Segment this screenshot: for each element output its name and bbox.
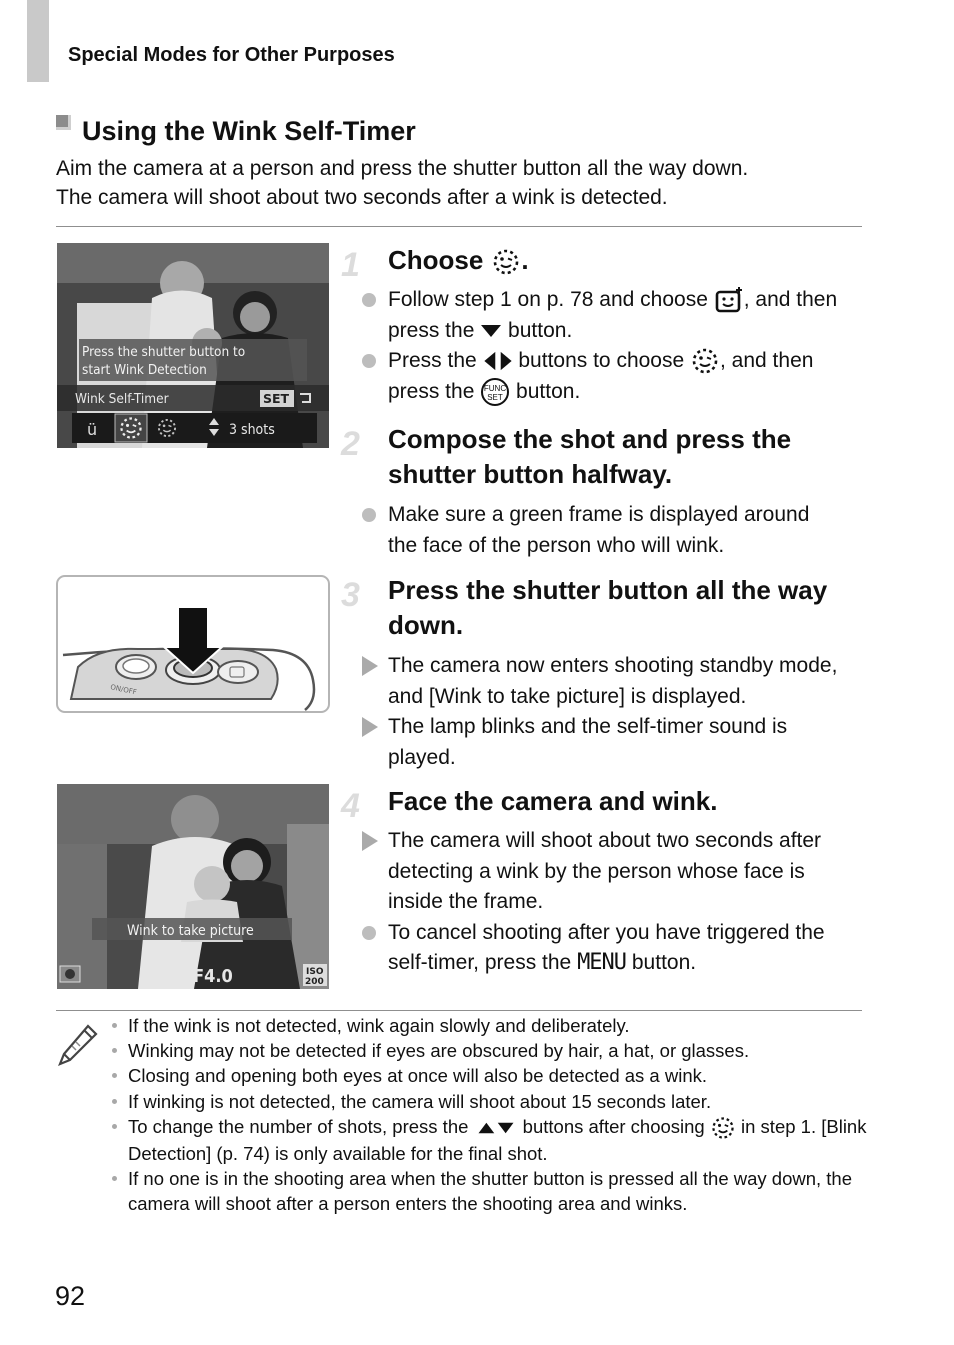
step-4-bullets: [362, 826, 842, 979]
notes-list: [110, 1013, 870, 1217]
step-number-3: 3: [341, 576, 360, 614]
list-item: If the wink is not detected, wink again slowly and deliberately.: [110, 1013, 870, 1038]
down-arrow-icon: [480, 324, 502, 338]
screen-wink-message: Wink to take picture: [127, 923, 254, 939]
step-number-2: 2: [341, 425, 360, 463]
wink-timer-icon: [690, 346, 720, 376]
list-item: Make sure a green frame is displayed around the face of the person who will wink.: [362, 500, 842, 561]
page-number: 92: [55, 1281, 86, 1311]
section-header: Special Modes for Other Purposes: [68, 44, 395, 66]
bullet-dot: [362, 926, 376, 940]
left-right-arrows-icon: [483, 351, 513, 371]
step-3-bullets: [362, 651, 842, 773]
on-off-label: ON/OFF: [109, 683, 138, 697]
title-square-icon: [56, 115, 71, 130]
aperture: F4.0: [193, 966, 233, 987]
shutter-speed: 1/60: [140, 966, 180, 987]
menu-button-label: MENU: [577, 950, 627, 975]
step-number-4: 4: [341, 787, 360, 825]
func-set-icon: [480, 377, 510, 407]
list-item: The camera will shoot about two seconds after detecting a wink by the person whose face is inside the frame.: [362, 826, 842, 918]
step-number-1: 1: [341, 246, 360, 284]
camera-screen-menu: [57, 243, 329, 448]
step-3-title: Press the shutter button all the way down.: [388, 575, 828, 640]
list-item: Closing and opening both eyes at once will also be detected as a wink.: [110, 1063, 870, 1088]
step-2-title: Compose the shot and press the shutter button halfway.: [388, 424, 792, 489]
intro-line-1: Aim the camera at a person and press the shutter button all the way down.: [56, 157, 749, 180]
bullet-triangle: [362, 717, 378, 737]
screen-menu-title: Wink Self-Timer: [75, 391, 169, 407]
iso-value: 200: [305, 977, 324, 987]
list-item: If no one is in the shooting area when the shutter button is pressed all the way down, the camera will shoot after a person enters the shooting area and winks.: [110, 1166, 870, 1216]
shutter-press-illustration: [56, 575, 330, 713]
step-1-title-text: Choose: [388, 245, 484, 275]
wink-timer-icon: [710, 1115, 736, 1141]
screen-set-label: SET: [263, 391, 290, 406]
page-edge-tab: [27, 0, 49, 82]
screen-message-line-1: Press the shutter button to: [82, 344, 246, 360]
camera-screen-standby: [57, 784, 329, 989]
list-item: To change the number of shots, press the buttons after choosing in step 1. [Blink Detection] (p. 74) is only available for the final shot.: [110, 1114, 870, 1166]
notes-divider: [56, 1010, 862, 1011]
top-divider: [56, 226, 862, 227]
list-item: Press the buttons to choose , and then press the button.: [362, 346, 842, 407]
step-1-title-suffix: .: [521, 245, 529, 275]
pencil-icon: [58, 1022, 100, 1070]
bullet-dot: [362, 293, 376, 307]
intro-line-2: The camera will shoot about two seconds after a wink is detected.: [56, 186, 668, 209]
screen-message-line-2: start Wink Detection: [82, 362, 207, 378]
step-1-title: [388, 243, 868, 278]
list-item: Winking may not be detected if eyes are obscured by hair, a hat, or glasses.: [110, 1038, 870, 1063]
face-timer-menu-icon: ü: [87, 420, 98, 439]
list-item: If winking is not detected, the camera will shoot about 15 seconds later.: [110, 1089, 870, 1114]
step-4-title: Face the camera and wink.: [388, 786, 718, 816]
list-item: The lamp blinks and the self-timer sound is played.: [362, 712, 842, 773]
list-item: To cancel shooting after you have triggered the self-timer, press the MENU button.: [362, 918, 842, 979]
bullet-dot: [362, 354, 376, 368]
screen-shots: 3 shots: [229, 422, 275, 438]
face-self-timer-icon: [714, 285, 744, 315]
intro-text: [56, 154, 876, 212]
wink-timer-icon: [491, 247, 521, 277]
step-1-bullets: [362, 285, 842, 407]
iso-label: ISO: [306, 967, 324, 977]
list-item: Follow step 1 on p. 78 and choose , and then press the button.: [362, 285, 842, 346]
bullet-triangle: [362, 831, 378, 851]
step-2-bullets: [362, 500, 842, 561]
up-down-arrows-icon: [474, 1121, 518, 1135]
bullet-triangle: [362, 656, 378, 676]
list-item: The camera now enters shooting standby mode, and [Wink to take picture] is displayed.: [362, 651, 842, 712]
bullet-dot: [362, 508, 376, 522]
page-title: Using the Wink Self-Timer: [82, 116, 416, 146]
